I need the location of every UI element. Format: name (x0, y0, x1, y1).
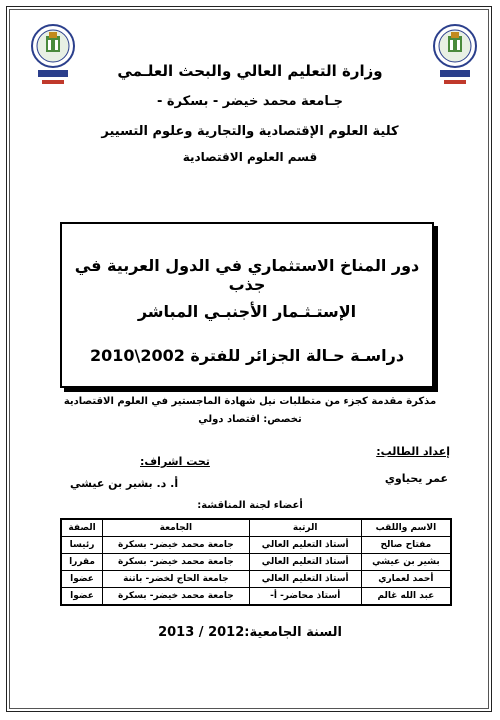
member-role: مقررا (61, 554, 103, 571)
specialty: تخصص: اقتصاد دولي (198, 414, 302, 425)
thesis-title-line-2: الإستـثـمار الأجنبـي المباشر (137, 302, 357, 321)
header-role: الصفة (61, 519, 103, 537)
university-logo-icon (30, 20, 76, 96)
committee-table (60, 518, 452, 606)
member-university: جامعة الحاج لخضر- باتنة (103, 571, 250, 588)
student-label: إعداد الطالب: (376, 445, 450, 458)
member-rank: أستاذ التعليم العالي (249, 537, 361, 554)
faculty-name: كلية العلوم الإقتصادية والتجارية وعلوم التسيير (101, 124, 399, 139)
thesis-title-box (60, 222, 434, 388)
member-university: جامعة محمد خيضر- بسكرة (103, 554, 250, 571)
thesis-title-line-1: دور المناخ الاستثماري في الدول العربية في جذب (74, 256, 420, 294)
member-rank: أستاذ التعليم العالي (249, 554, 361, 571)
table-header-row (61, 519, 451, 537)
header-name: الاسم واللقب (361, 519, 451, 537)
memo-description: مذكرة مقدمة كجزء من متطلبات نيل شهادة الماجستير في العلوم الاقتصادية (63, 396, 437, 407)
member-name: مفتاح صالح (361, 537, 451, 554)
academic-year: السنة الجامعية:2012 / 2013 (158, 625, 342, 640)
university-name: جـامعة محمد خيضر - بسكرة - (156, 94, 344, 109)
member-university: جامعة محمد خيضر- بسكرة (103, 588, 250, 606)
header-university: الجامعة (103, 519, 250, 537)
department-name: قسم العلوم الاقتصادية (182, 150, 318, 164)
member-name: بشير بن عيشي (361, 554, 451, 571)
member-name: أحمد لعماري (361, 571, 451, 588)
university-logo-icon (432, 20, 478, 96)
member-name: عبد الله غالم (361, 588, 451, 606)
member-role: عضوا (61, 571, 103, 588)
member-role: رئيسا (61, 537, 103, 554)
member-role: عضوا (61, 588, 103, 606)
member-university: جامعة محمد خيضر- بسكرة (103, 537, 250, 554)
thesis-title-line-3: دراسـة حـالة الجزائر للفترة 2002\2010 (89, 346, 405, 365)
supervisor-label: تحت اشراف: (140, 455, 210, 468)
supervisor-name: أ. د. بشير بن عيشي (70, 477, 179, 490)
table-row (61, 554, 451, 571)
table-row (61, 571, 451, 588)
committee-title: أعضاء لجنة المناقشة: (197, 500, 303, 511)
ministry-name: وزارة التعليم العالي والبحث العلـمي (117, 62, 383, 80)
member-rank: أستاذ محاضر- أ- (249, 588, 361, 606)
header-rank: الرتبة (249, 519, 361, 537)
member-rank: أستاذ التعليم العالي (249, 571, 361, 588)
table-row (61, 537, 451, 554)
table-row (61, 588, 451, 606)
student-name: عمر يحياوي (384, 472, 448, 485)
